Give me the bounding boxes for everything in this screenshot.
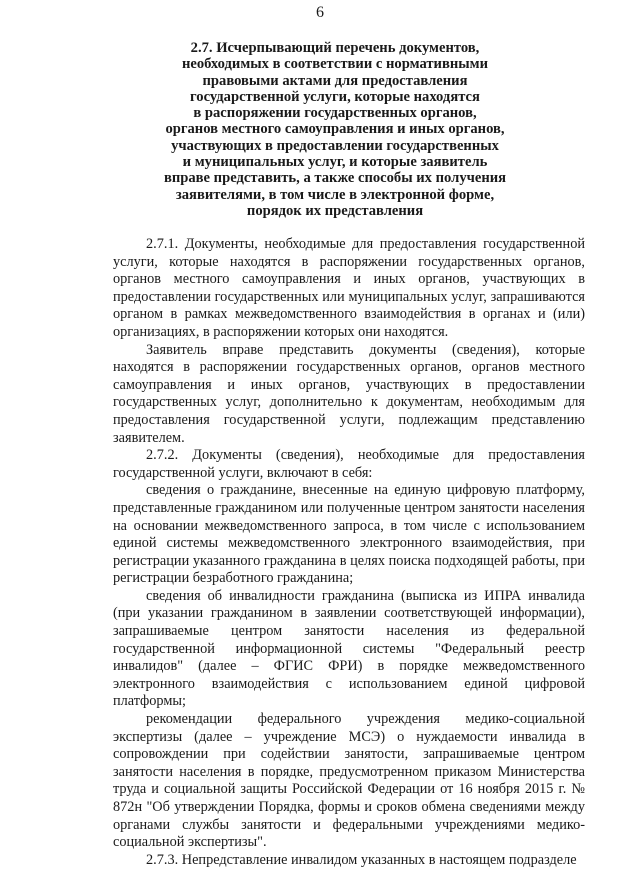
list-item-citizen-info: сведения о гражданине, внесенные на единую цифровую платформу, представленные гражданином или полученные центром занятости населения на основании межведомственного запроса, в том числе с использованием единой системы межведомственного электронного взаимодействия, при регистрации указанного гражданина в целях поиска подходящей работы, при регистрации безработного гражданина; bbox=[113, 482, 585, 587]
heading-line: порядок их представления bbox=[246, 202, 424, 219]
heading-line: участвующих в предоставлении государственных bbox=[171, 137, 499, 154]
heading-line: правовыми актами для предоставления bbox=[202, 72, 468, 89]
section-heading bbox=[150, 40, 520, 219]
list-item-mse-recommendations: рекомендации федерального учреждения медико-социальной экспертизы (далее – учреждение МСЭ) о нуждаемости инвалида в сопровождении при содействии занятости, запрашиваемые центром занятости населения в порядке, предусмотренном приказом Министерства труда и социальной защиты Российской Федерации от 16 ноября 2015 г. № 872н "Об утверждении Порядка, формы и сроков обмена сведениями между органами службы занятости и федеральными учреждениями медико-социальной экспертизы". bbox=[113, 711, 585, 851]
heading-line: в распоряжении государственных органов, bbox=[193, 105, 477, 122]
paragraph-2-7-2: 2.7.2. Документы (сведения), необходимые для предоставления государственной услуги, включают в себя: bbox=[113, 447, 585, 481]
paragraph-2-7-1: 2.7.1. Документы, необходимые для предоставления государственной услуги, которые находятся в распоряжении государственных органов, органов местного самоуправления и иных органов, участвующих в предоставлении государственных или муниципальных услуг, запрашиваются органом в рамках межведомственного взаимодействия в органах и (или) организациях, в распоряжении которых они находятся. bbox=[113, 236, 585, 340]
heading-line: необходимых в соответствии с нормативными bbox=[182, 56, 488, 73]
heading-line: вправе представить, а также способы их получения bbox=[163, 170, 507, 187]
heading-line: государственной услуги, которые находятся bbox=[190, 88, 480, 105]
heading-line: 2.7. Исчерпывающий перечень документов, bbox=[190, 40, 480, 56]
heading-line: и муниципальных услуг, и которые заявитель bbox=[182, 154, 488, 171]
page-number: 6 bbox=[316, 4, 324, 21]
paragraph-2-7-3: 2.7.3. Непредставление инвалидом указанных в настоящем подразделе bbox=[146, 851, 577, 868]
paragraph-applicant-right: Заявитель вправе представить документы (сведения), которые находятся в распоряжении государственных органов, органов местного самоуправления и иных органов, участвующих в предоставлении государственных услуг, дополнительно к документам, необходимым для предоставления государственной услуги, подлежащим представлению заявителем. bbox=[113, 341, 585, 446]
list-item-disability-info: сведения об инвалидности гражданина (выписка из ИПРА инвалида (при указании гражданином в заявлении соответствующей информации), запрашиваемые центром занятости населения из федеральной государственной информационной системы "Федеральный реестр инвалидов" (далее – ФГИС ФРИ) в порядке межведомственного электронного взаимодействия с использованием единой цифровой платформы; bbox=[113, 587, 585, 710]
heading-line: органов местного самоуправления и иных органов, bbox=[165, 121, 505, 138]
document-body bbox=[113, 236, 585, 869]
heading-line: заявителями, в том числе в электронной форме, bbox=[175, 186, 495, 203]
